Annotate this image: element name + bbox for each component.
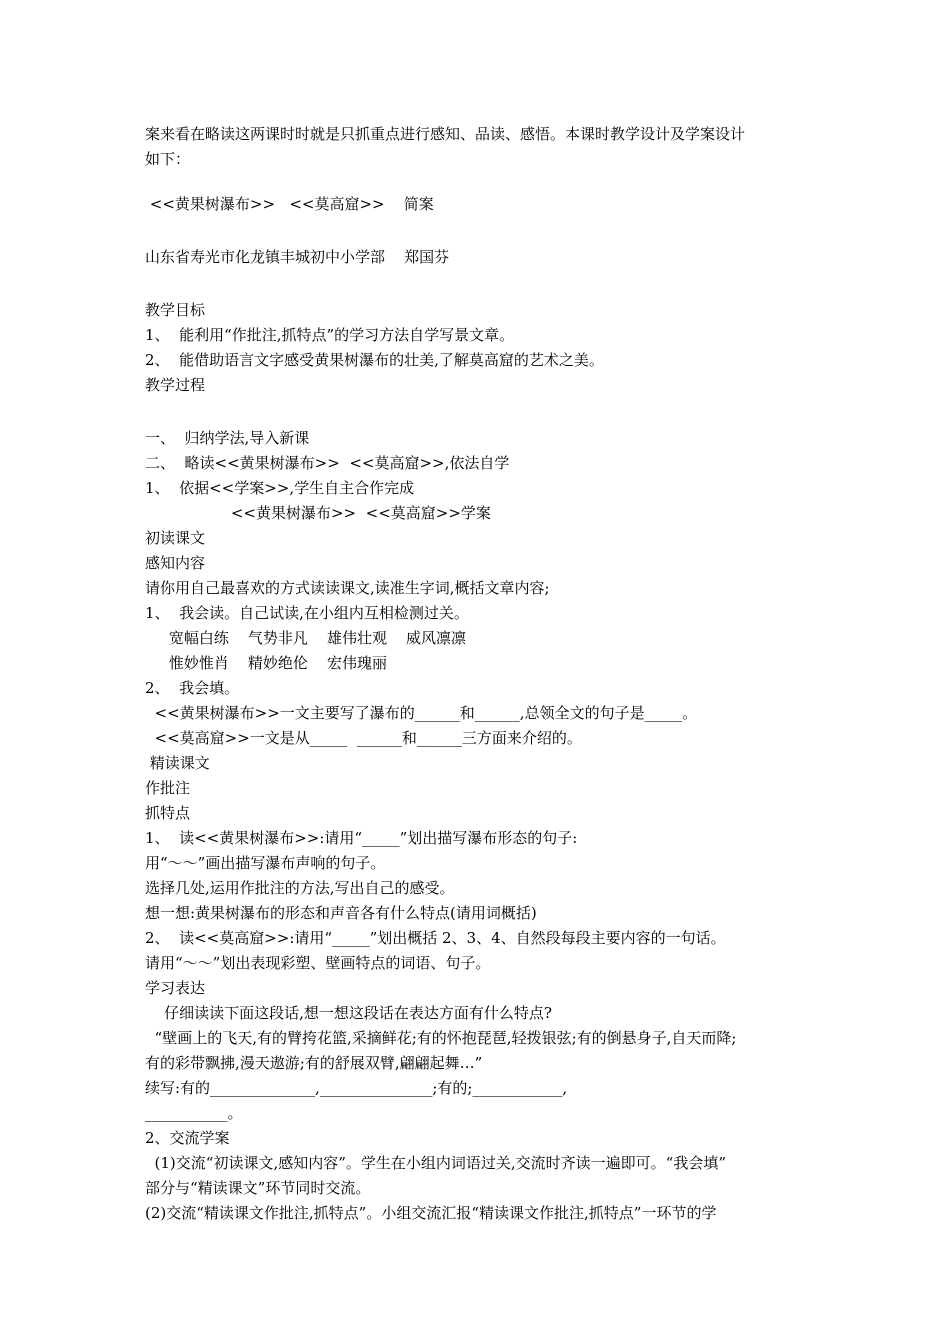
subheading: 感知内容 [145, 554, 206, 572]
section-heading-goals: 教学目标 [145, 301, 206, 319]
document-body [145, 122, 810, 1226]
instruction-line: 请用“～～”划出表现彩塑、壁画特点的词语、句子。 [145, 954, 491, 972]
instruction-line: 选择几处,运用作批注的方法,写出自己的感受。 [145, 879, 455, 897]
exercise-item: 2、 我会填。 [145, 679, 240, 697]
paragraph-intro-line-1: 案来看在略读这两课时时就是只抓重点进行感知、品读、感悟。本课时教学设计及学案设计 [145, 125, 746, 143]
author-line: 山东省寿光市化龙镇丰城初中小学部 郑国芬 [145, 248, 450, 266]
process-substep: 2、交流学案 [145, 1129, 230, 1147]
quote-line: “壁画上的飞天,有的臂挎花篮,采摘鲜花;有的怀抱琵琶,轻拨银弦;有的倒悬身子,自天而降; [145, 1029, 737, 1047]
discussion-line: (1)交流“初读课文,感知内容”。学生在小组内词语过关,交流时齐读一遍即可。“我会填” [145, 1154, 726, 1172]
subheading: 抓特点 [145, 804, 191, 822]
continuation-line: 续写:有的______________,_______________;有的;____________, [145, 1079, 568, 1097]
subheading: 学习表达 [145, 979, 206, 997]
goal-item: 1、 能利用“作批注,抓特点”的学习方法自学写景文章。 [145, 326, 515, 344]
section-heading-process: 教学过程 [145, 376, 206, 394]
process-step: 一、 归纳学法,导入新课 [145, 429, 310, 447]
process-step: 二、 略读<<黄果树瀑布>> <<莫高窟>>,依法自学 [145, 454, 510, 472]
subheading: 精读课文 [145, 754, 210, 772]
paragraph-intro-line-2: 如下： [145, 150, 191, 168]
study-sheet-title: <<黄果树瀑布>> <<莫高窟>>学案 [145, 504, 491, 522]
discussion-line: (2)交流“精读课文作批注,抓特点”。小组交流汇报“精读课文作批注,抓特点”一环节的学 [145, 1204, 717, 1222]
subheading: 初读课文 [145, 529, 206, 547]
lesson-title: <<黄果树瀑布>> <<莫高窟>> 简案 [145, 195, 434, 213]
instruction-line: 想一想:黄果树瀑布的形态和声音各有什么特点(请用词概括) [145, 904, 537, 922]
vocabulary-row: 惟妙惟肖 精妙绝伦 宏伟瑰丽 [145, 654, 387, 672]
discussion-line: 部分与“精读课文”环节同时交流。 [145, 1179, 371, 1197]
process-substep: 1、 依据<<学案>>,学生自主合作完成 [145, 479, 415, 497]
goal-item: 2、 能借助语言文字感受黄果树瀑布的壮美,了解莫高窟的艺术之美。 [145, 351, 604, 369]
exercise-item: 1、 我会读。自己试读,在小组内互相检测过关。 [145, 604, 469, 622]
fill-blank-line: <<黄果树瀑布>>一文主要写了瀑布的______和______,总领全文的句子是_____。 [145, 704, 698, 722]
instruction-line: 用“～～”画出描写瀑布声响的句子。 [145, 854, 386, 872]
fill-blank-line: <<莫高窟>>一文是从_____ ______和______三方面来介绍的。 [145, 729, 582, 747]
exercise-item: 1、 读<<黄果树瀑布>>:请用“_____”划出描写瀑布形态的句子: [145, 829, 578, 847]
vocabulary-row: 宽幅白练 气势非凡 雄伟壮观 威风凛凛 [145, 629, 467, 647]
exercise-item: 2、 读<<莫高窟>>:请用“_____”划出概括 2、3、4、自然段每段主要内容的一句话。 [145, 929, 726, 947]
subheading: 作批注 [145, 779, 191, 797]
instruction-line: 仔细读读下面这段话,想一想这段话在表达方面有什么特点? [145, 1004, 552, 1022]
instruction-line: 请你用自己最喜欢的方式读读课文,读准生字词,概括文章内容; [145, 579, 550, 597]
quote-line: 有的彩带飘拂,漫天遨游;有的舒展双臂,翩翩起舞…” [145, 1054, 483, 1072]
continuation-line: ___________。 [145, 1104, 243, 1122]
